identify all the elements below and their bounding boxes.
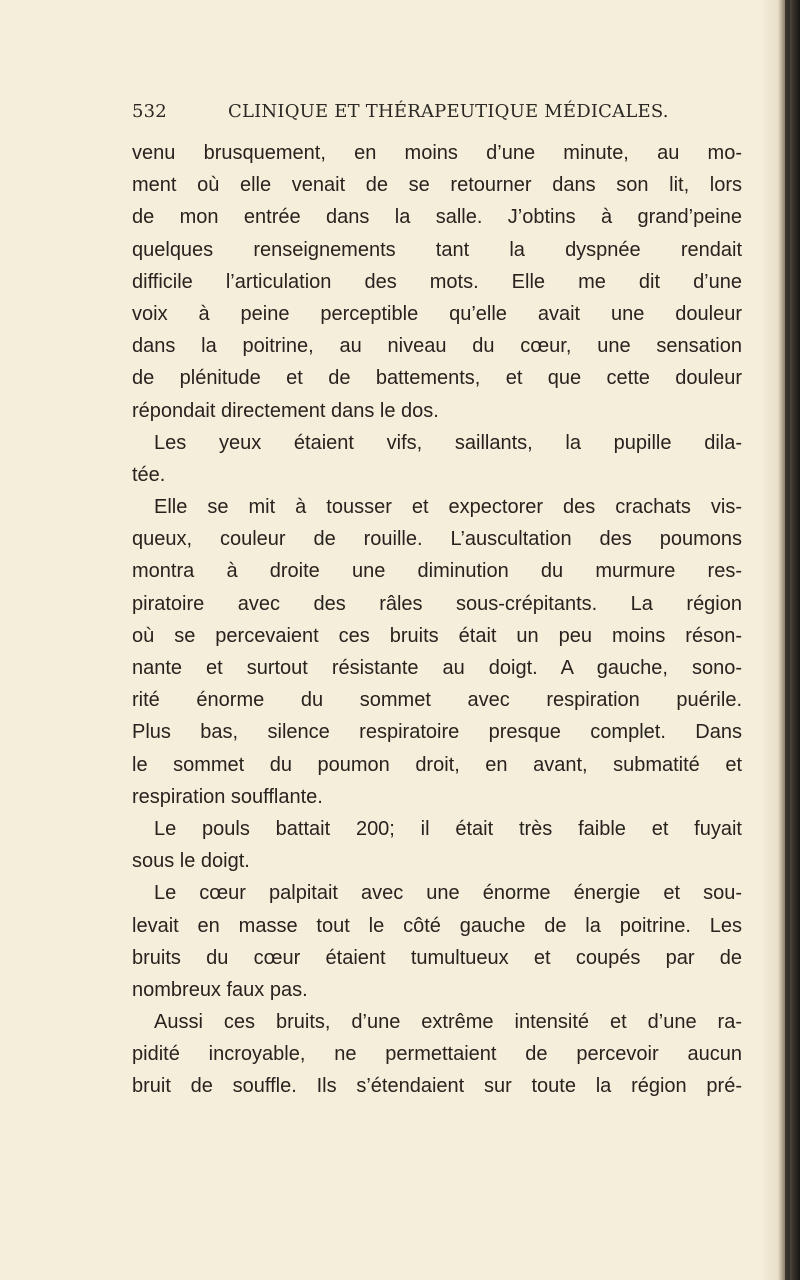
page-binding-edge bbox=[760, 0, 800, 1280]
running-head bbox=[132, 101, 712, 131]
paragraph-start-cough: Elle se mit à tousser et expectorer des crachats vis- bbox=[154, 496, 742, 519]
text-line-18: rité énorme du sommet avec respiration puérile. bbox=[132, 689, 742, 712]
text-line-7: dans la poitrine, au niveau du cœur, une sensation bbox=[132, 335, 742, 358]
text-line-3: de mon entrée dans la salle. J’obtins à grand’peine bbox=[132, 206, 742, 229]
paragraph-start-sounds: Aussi ces bruits, d’une extrême intensité et d’une ra- bbox=[154, 1011, 742, 1034]
binding-shadow-line bbox=[785, 0, 790, 1280]
text-line-27: nombreux faux pas. bbox=[132, 978, 308, 1001]
page-number: 532 bbox=[132, 101, 167, 122]
text-line-23: sous le doigt. bbox=[132, 850, 250, 873]
text-line-13: queux, couleur de rouille. L’auscultation des poumons bbox=[132, 528, 742, 551]
text-line-21: respiration soufflante. bbox=[132, 785, 323, 808]
text-line-5: difficile l’articulation des mots. Elle me dit d’une bbox=[132, 270, 742, 293]
body-text bbox=[132, 137, 742, 1103]
paragraph-start-heart: Le cœur palpitait avec une énorme énergie et sou- bbox=[154, 882, 742, 905]
running-title: CLINIQUE ET THÉRAPEUTIQUE MÉDICALES. bbox=[228, 101, 669, 122]
text-line-6: voix à peine perceptible qu’elle avait une douleur bbox=[132, 302, 742, 325]
text-line-11: tée. bbox=[132, 463, 166, 486]
text-line-19: Plus bas, silence respiratoire presque complet. Dans bbox=[132, 721, 742, 744]
text-line-29: pidité incroyable, ne permettaient de percevoir aucun bbox=[132, 1043, 742, 1066]
text-line-14: montra à droite une diminution du murmure res- bbox=[132, 560, 742, 583]
text-line-16: où se percevaient ces bruits était un peu moins réson- bbox=[132, 624, 742, 647]
paragraph-start-pulse: Le pouls battait 200; il était très faible et fuyait bbox=[154, 817, 742, 840]
text-line-17: nante et surtout résistante au doigt. A gauche, sono- bbox=[132, 657, 742, 679]
text-line-20: le sommet du poumon droit, en avant, submatité et bbox=[132, 753, 742, 776]
text-line-15: piratoire avec des râles sous-crépitants. La région bbox=[132, 592, 742, 615]
paragraph-start-eyes: Les yeux étaient vifs, saillants, la pupille dila- bbox=[154, 431, 742, 454]
text-line-9: répondait directement dans le dos. bbox=[132, 399, 439, 422]
text-line-8: de plénitude et de battements, et que cette douleur bbox=[132, 367, 742, 390]
text-line-2: ment où elle venait de se retourner dans son lit, lors bbox=[132, 174, 742, 197]
text-line-1: venu brusquement, en moins d’une minute, au mo- bbox=[132, 142, 742, 164]
text-line-4: quelques renseignements tant la dyspnée rendait bbox=[132, 238, 742, 261]
text-line-30: bruit de souffle. Ils s’étendaient sur toute la région pré- bbox=[132, 1075, 742, 1098]
text-line-26: bruits du cœur étaient tumultueux et coupés par de bbox=[132, 946, 742, 969]
text-line-25: levait en masse tout le côté gauche de la poitrine. Les bbox=[132, 914, 742, 937]
